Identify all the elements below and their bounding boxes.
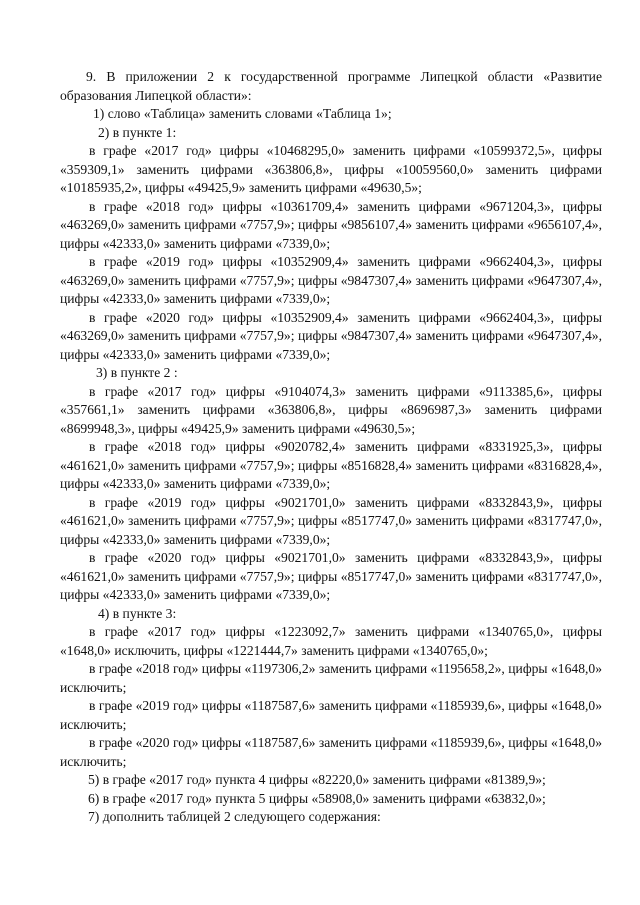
subitem-3-paragraph: в графе «2019 год» цифры «9021701,0» заменить цифрами «8332843,9», цифры «461621,0» заменить цифрами «7757,9»; цифры «8517747,0» заменить цифрами «8317747,0», цифры «42333,0» заменить цифрами «7339,0»;: [60, 494, 602, 547]
item-9-heading: 9. В приложении 2 к государственной программе Липецкой области «Развитие образования Липецкой области»:: [60, 69, 602, 103]
subitem-3-paragraph: в графе «2017 год» цифры «9104074,3» заменить цифрами «9113385,6», цифры «357661,1» заменить цифрами «363806,8», цифры «8696987,3» заменить цифрами «8699948,3», цифры «49425,9» заменить цифрами «49630,5»;: [60, 383, 602, 436]
subitem-4-paragraph: в графе «2020 год» цифры «1187587,6» заменить цифрами «1185939,6», цифры «1648,0» исключить;: [60, 735, 602, 769]
subitem-4-paragraph: в графе «2017 год» цифры «1223092,7» заменить цифрами «1340765,0», цифры «1648,0» исключить, цифры «1221444,7» заменить цифрами «1340765,0»;: [60, 624, 602, 658]
subitem-4-title: 4) в пункте 3:: [98, 605, 177, 621]
subitem-2-paragraph: в графе «2020 год» цифры «10352909,4» заменить цифрами «9662404,3», цифры «463269,0» заменить цифрами «7757,9»; цифры «9847307,4» заменить цифрами «9647307,4», цифры «42333,0» заменить цифрами «7339,0»;: [60, 309, 602, 362]
subitem-2-paragraph: в графе «2017 год» цифры «10468295,0» заменить цифрами «10599372,5», цифры «359309,1» заменить цифрами «363806,8», цифры «10059560,0» заменить цифрами «10185935,2», цифры «49425,9» заменить цифрами «49630,5»;: [60, 143, 602, 195]
subitem-2-title: 2) в пункте 1:: [98, 124, 177, 140]
subitem-3-paragraph: в графе «2018 год» цифры «9020782,4» заменить цифрами «8331925,3», цифры «461621,0» заменить цифрами «7757,9»; цифры «8516828,4» заменить цифрами «8316828,4», цифры «42333,0» заменить цифрами «7339,0»;: [60, 439, 602, 491]
subitem-6: 6) в графе «2017 год» пункта 5 цифры «58908,0» заменить цифрами «63832,0»;: [88, 790, 546, 806]
subitem-5: 5) в графе «2017 год» пункта 4 цифры «82220,0» заменить цифрами «81389,9»;: [88, 772, 546, 787]
subitem-2-paragraph: в графе «2018 год» цифры «10361709,4» заменить цифрами «9671204,3», цифры «463269,0» заменить цифрами «7757,9»; цифры «9856107,4» заменить цифрами «9656107,4», цифры «42333,0» заменить цифрами «7339,0»;: [60, 198, 602, 251]
subitem-2-paragraph: в графе «2019 год» цифры «10352909,4» заменить цифрами «9662404,3», цифры «463269,0» заменить цифрами «7757,9»; цифры «9847307,4» заменить цифрами «9647307,4», цифры «42333,0» заменить цифрами «7339,0»;: [60, 254, 602, 306]
document-body: [60, 68, 602, 827]
subitem-3-paragraph: в графе «2020 год» цифры «9021701,0» заменить цифрами «8332843,9», цифры «461621,0» заменить цифрами «7757,9»; цифры «8517747,0» заменить цифрами «8317747,0», цифры «42333,0» заменить цифрами «7339,0»;: [60, 550, 602, 602]
subitem-1: 1) слово «Таблица» заменить словами «Таблица 1»;: [93, 106, 392, 121]
subitem-7: 7) дополнить таблицей 2 следующего содержания:: [88, 809, 381, 824]
subitem-4-paragraph: в графе «2019 год» цифры «1187587,6» заменить цифрами «1185939,6», цифры «1648,0» исключить;: [60, 698, 602, 732]
subitem-4-paragraph: в графе «2018 год» цифры «1197306,2» заменить цифрами «1195658,2», цифры «1648,0» исключить;: [60, 661, 602, 695]
subitem-3-title: 3) в пункте 2 :: [96, 365, 178, 380]
